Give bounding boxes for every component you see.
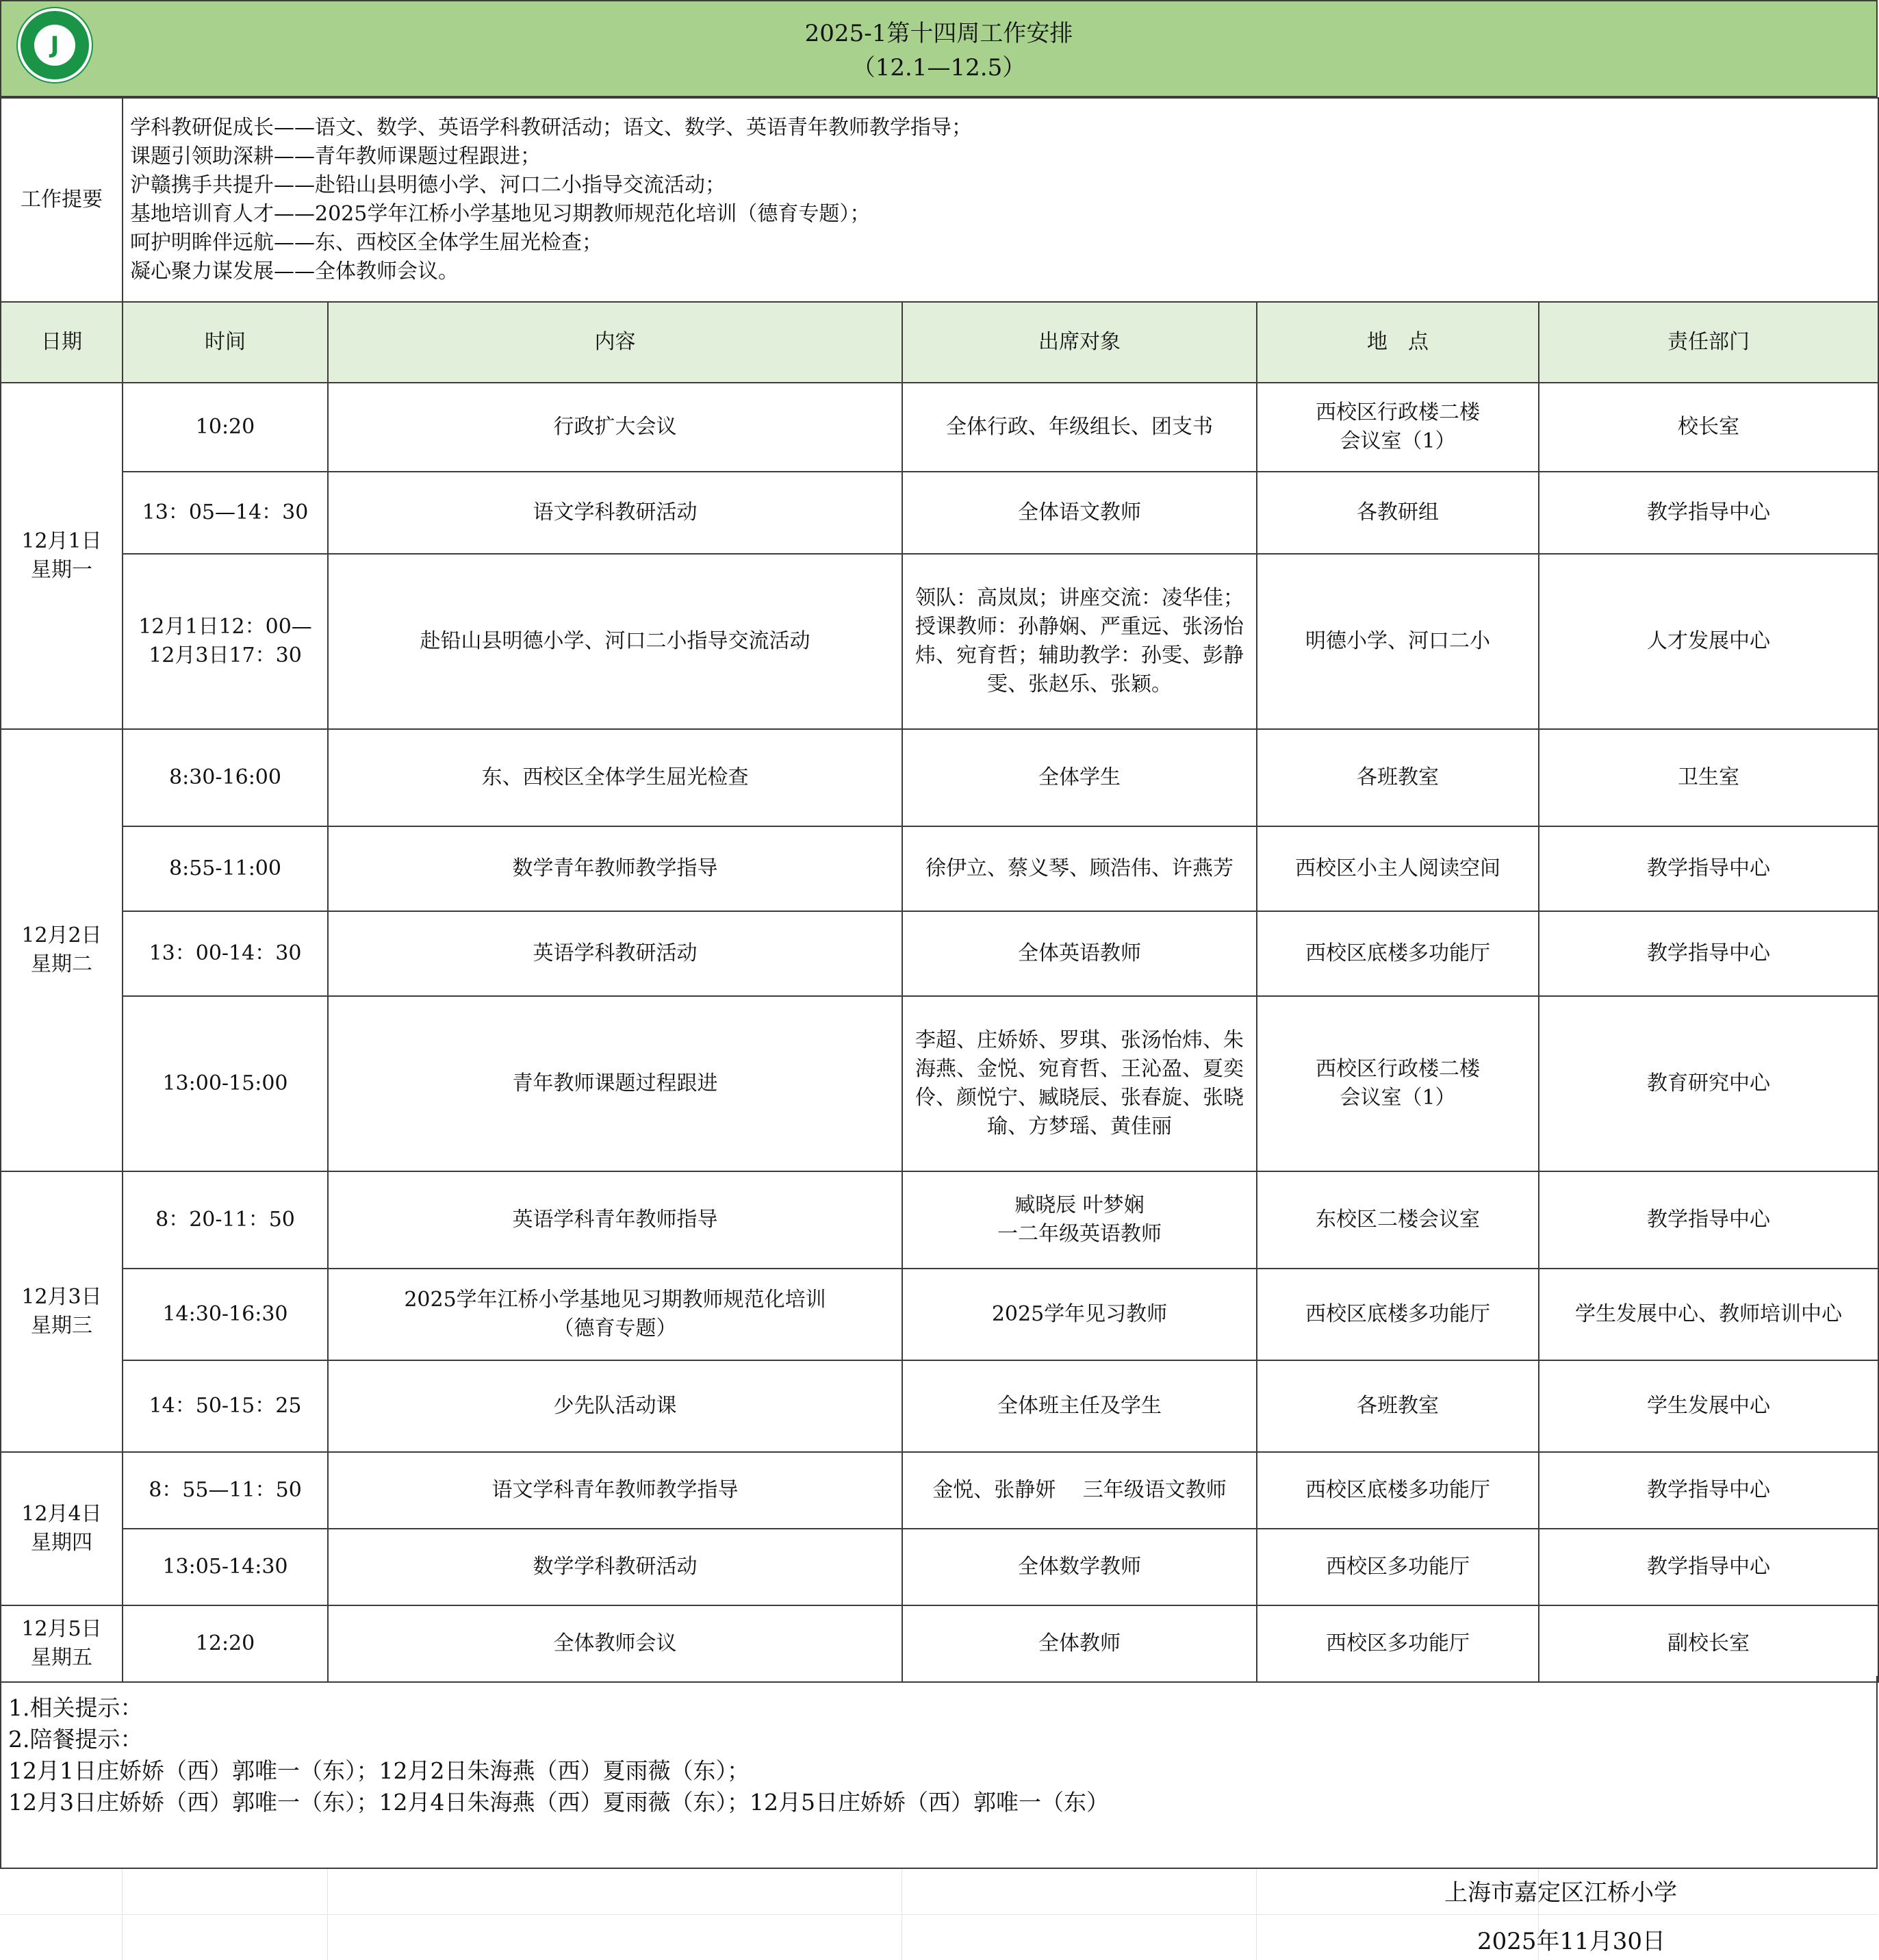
dept-cell: 教育研究中心 — [1539, 996, 1878, 1171]
weekday-text: 星期五 — [31, 1646, 92, 1670]
page-title — [1, 16, 1876, 85]
place-cell: 东校区二楼会议室 — [1257, 1171, 1539, 1269]
table-row — [1, 1452, 1878, 1529]
summary-line: 呵护明眸伴远航——东、西校区全体学生屈光检查； — [130, 231, 602, 255]
place-line: 会议室（1） — [1340, 429, 1456, 453]
time-line: 12月1日12：00— — [138, 615, 312, 639]
place-cell: 西校区多功能厅 — [1257, 1529, 1539, 1605]
content-cell: 行政扩大会议 — [328, 383, 902, 472]
date-text: 12月2日 — [21, 924, 102, 947]
content-cell: 英语学科教研活动 — [328, 911, 902, 996]
attendees-cell: 领队：高岚岚；讲座交流：凌华佳；授课教师：孙静娴、严重远、张汤怡炜、宛育哲；辅助教学：孙雯、彭静雯、张赵乐、张颖。 — [902, 554, 1257, 729]
date-cell — [1, 1452, 123, 1605]
place-cell: 明德小学、河口二小 — [1257, 554, 1539, 729]
place-cell — [1257, 996, 1539, 1171]
dept-cell: 副校长室 — [1539, 1605, 1878, 1682]
summary-text — [123, 98, 1878, 302]
attendees-cell — [902, 1171, 1257, 1269]
content-cell: 英语学科青年教师指导 — [328, 1171, 902, 1269]
time-cell: 12:20 — [123, 1605, 328, 1682]
schedule-table — [0, 97, 1879, 1683]
dept-cell: 校长室 — [1539, 383, 1878, 472]
time-cell: 8：55—11：50 — [123, 1452, 328, 1529]
summary-label: 工作提要 — [1, 98, 123, 302]
date-cell — [1, 1171, 123, 1452]
content-cell: 数学学科教研活动 — [328, 1529, 902, 1605]
summary-line: 课题引领助深耕——青年教师课题过程跟进； — [130, 144, 541, 168]
attendees-cell: 全体数学教师 — [902, 1529, 1257, 1605]
header-time: 时间 — [123, 302, 328, 383]
table-row — [1, 472, 1878, 554]
content-cell: 少先队活动课 — [328, 1360, 902, 1452]
attendees-cell: 金悦、张静妍 三年级语文教师 — [902, 1452, 1257, 1529]
summary-line: 凝心聚力谋发展——全体教师会议。 — [130, 259, 459, 283]
content-line: 2025学年江桥小学基地见习期教师规范化培训 — [404, 1288, 826, 1312]
time-cell: 13：00-14：30 — [123, 911, 328, 996]
dept-cell: 卫生室 — [1539, 729, 1878, 826]
attendees-cell: 全体班主任及学生 — [902, 1360, 1257, 1452]
footer — [0, 1869, 1878, 1960]
attendees-line: 一二年级英语教师 — [997, 1222, 1162, 1246]
dept-cell: 教学指导中心 — [1539, 1529, 1878, 1605]
time-cell: 8:30-16:00 — [123, 729, 328, 826]
header-dept: 责任部门 — [1539, 302, 1878, 383]
content-cell: 语文学科青年教师教学指导 — [328, 1452, 902, 1529]
table-row — [1, 383, 1878, 472]
attendees-line: 臧晓辰 叶梦娴 — [1014, 1193, 1145, 1217]
attendees-cell: 全体教师 — [902, 1605, 1257, 1682]
table-row — [1, 729, 1878, 826]
dept-cell: 教学指导中心 — [1539, 826, 1878, 911]
date-cell — [1, 1605, 123, 1682]
time-cell: 14：50-15：25 — [123, 1360, 328, 1452]
header-row — [1, 302, 1878, 383]
attendees-cell: 全体语文教师 — [902, 472, 1257, 554]
table-row — [1, 1360, 1878, 1452]
content-cell: 语文学科教研活动 — [328, 472, 902, 554]
attendees-cell: 徐伊立、蔡义琴、顾浩伟、许燕芳 — [902, 826, 1257, 911]
content-line: （德育专题） — [553, 1316, 677, 1340]
place-line: 西校区行政楼二楼 — [1316, 400, 1480, 424]
attendees-cell: 全体学生 — [902, 729, 1257, 826]
attendees-cell: 2025学年见习教师 — [902, 1269, 1257, 1360]
dept-cell: 学生发展中心 — [1539, 1360, 1878, 1452]
content-cell: 全体教师会议 — [328, 1605, 902, 1682]
notes-line: 1.相关提示： — [8, 1694, 143, 1721]
place-cell: 各教研组 — [1257, 472, 1539, 554]
attendees-cell: 李超、庄娇娇、罗琪、张汤怡炜、朱海燕、金悦、宛育哲、王沁盈、夏奕伶、颜悦宁、臧晓辰、张春旋、张晓瑜、方梦瑶、黄佳丽 — [902, 996, 1257, 1171]
table-row — [1, 826, 1878, 911]
dept-cell: 教学指导中心 — [1539, 472, 1878, 554]
place-cell: 西校区多功能厅 — [1257, 1605, 1539, 1682]
date-text: 12月5日 — [21, 1617, 102, 1641]
time-cell: 13:00-15:00 — [123, 996, 328, 1171]
header-content: 内容 — [328, 302, 902, 383]
dept-cell: 教学指导中心 — [1539, 911, 1878, 996]
title-bar — [0, 0, 1878, 97]
place-cell: 各班教室 — [1257, 1360, 1539, 1452]
notes-line: 2.陪餐提示： — [8, 1726, 143, 1753]
table-row — [1, 1269, 1878, 1360]
title-line1: 2025-1第十四周工作安排 — [804, 20, 1073, 47]
header-attendees: 出席对象 — [902, 302, 1257, 383]
content-cell: 东、西校区全体学生屈光检查 — [328, 729, 902, 826]
weekday-text: 星期二 — [31, 952, 92, 976]
place-cell: 西校区底楼多功能厅 — [1257, 1452, 1539, 1529]
dept-cell: 教学指导中心 — [1539, 1452, 1878, 1529]
time-cell: 13：05—14：30 — [123, 472, 328, 554]
content-cell — [328, 1269, 902, 1360]
header-date: 日期 — [1, 302, 123, 383]
table-row — [1, 911, 1878, 996]
place-cell — [1257, 383, 1539, 472]
table-row — [1, 1605, 1878, 1682]
table-row — [1, 554, 1878, 729]
table-row — [1, 996, 1878, 1171]
date-cell — [1, 383, 123, 729]
place-cell: 西校区小主人阅读空间 — [1257, 826, 1539, 911]
time-cell: 8:55-11:00 — [123, 826, 328, 911]
time-cell: 13:05-14:30 — [123, 1529, 328, 1605]
title-line2: （12.1—12.5） — [852, 54, 1026, 81]
date-text: 12月1日 — [21, 529, 102, 553]
time-cell — [123, 554, 328, 729]
time-cell: 14:30-16:30 — [123, 1269, 328, 1360]
place-cell: 各班教室 — [1257, 729, 1539, 826]
time-cell: 8：20-11：50 — [123, 1171, 328, 1269]
date-cell — [1, 729, 123, 1171]
weekday-text: 星期四 — [31, 1531, 92, 1555]
weekday-text: 星期一 — [31, 558, 92, 582]
attendees-cell: 全体行政、年级组长、团支书 — [902, 383, 1257, 472]
summary-row — [1, 98, 1878, 302]
notes-line: 12月1日庄娇娇（西）郭唯一（东）；12月2日朱海燕（西）夏雨薇（东）； — [8, 1757, 750, 1784]
time-line: 12月3日17：30 — [149, 644, 302, 667]
content-cell: 数学青年教师教学指导 — [328, 826, 902, 911]
dept-cell: 学生发展中心、教师培训中心 — [1539, 1269, 1878, 1360]
place-line: 西校区行政楼二楼 — [1316, 1057, 1480, 1081]
table-row — [1, 1171, 1878, 1269]
footer-date: 2025年11月30日 — [1477, 1928, 1666, 1955]
notes-line: 12月3日庄娇娇（西）郭唯一（东）；12月4日朱海燕（西）夏雨薇（东）；12月5日庄娇娇（西）郭唯一（东） — [8, 1789, 1109, 1816]
footer-school: 上海市嘉定区江桥小学 — [1444, 1879, 1677, 1907]
summary-line: 沪赣携手共提升——赴铅山县明德小学、河口二小指导交流活动； — [130, 173, 726, 197]
attendees-cell: 全体英语教师 — [902, 911, 1257, 996]
header-place: 地 点 — [1257, 302, 1539, 383]
table-row — [1, 1529, 1878, 1605]
weekday-text: 星期三 — [31, 1314, 92, 1338]
summary-line: 学科教研促成长——语文、数学、英语学科教研活动；语文、数学、英语青年教师教学指导； — [130, 116, 972, 140]
notes-section — [0, 1676, 1878, 1869]
dept-cell: 人才发展中心 — [1539, 554, 1878, 729]
place-cell: 西校区底楼多功能厅 — [1257, 911, 1539, 996]
summary-line: 基地培训育人才——2025学年江桥小学基地见习期教师规范化培训（德育专题）； — [130, 202, 871, 226]
place-line: 会议室（1） — [1340, 1086, 1456, 1110]
time-cell: 10:20 — [123, 383, 328, 472]
school-logo-icon: J — [18, 8, 92, 82]
date-text: 12月3日 — [21, 1285, 102, 1309]
content-cell: 青年教师课题过程跟进 — [328, 996, 902, 1171]
date-text: 12月4日 — [21, 1502, 102, 1526]
dept-cell: 教学指导中心 — [1539, 1171, 1878, 1269]
place-cell: 西校区底楼多功能厅 — [1257, 1269, 1539, 1360]
content-cell: 赴铅山县明德小学、河口二小指导交流活动 — [328, 554, 902, 729]
